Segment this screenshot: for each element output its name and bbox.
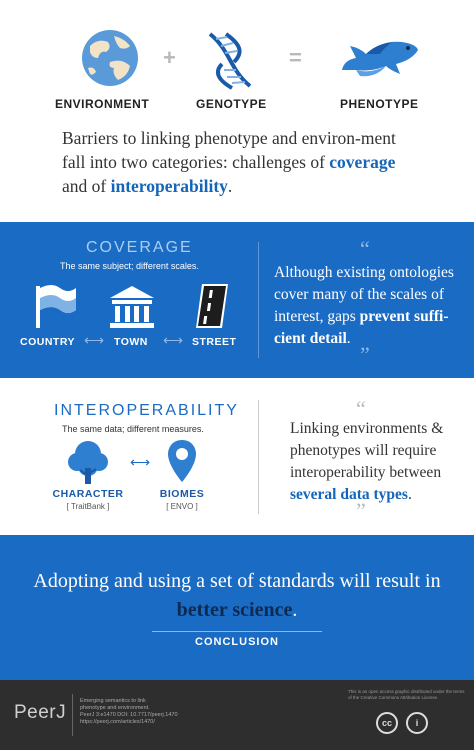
conclusion-text xyxy=(20,567,454,625)
license-text: This is an open access graphic distributed under the terms of the Creative Commons Attribution License. xyxy=(348,689,465,700)
intro-text-end: . xyxy=(227,176,233,196)
open-quote-icon: “ xyxy=(360,236,370,261)
open-quote-icon: “ xyxy=(356,396,366,421)
coverage-quote-part: Although existing ontologies cover many of the scales of interest, gaps xyxy=(274,264,454,325)
close-quote-icon: ” xyxy=(356,498,366,523)
coverage-item-street: STREET xyxy=(192,336,237,348)
arrow-icon: ⟷ xyxy=(130,454,151,470)
divider xyxy=(258,400,259,514)
interop-item-character: CHARACTER xyxy=(52,488,124,500)
arrow-icon: ⟷ xyxy=(84,332,105,348)
interop-item-biomes: BIOMES xyxy=(159,488,205,500)
attribution-icon: i xyxy=(406,712,428,734)
peerj-logo: PeerJ xyxy=(14,702,67,723)
footer-divider xyxy=(72,694,73,736)
intro-text-part: Barriers to linking phenotype and environ-ment fall into two categories: challenges of xyxy=(62,128,396,172)
citation-line: PeerJ 3:e1470 DOI: 10.7717/peerj.1470 xyxy=(80,712,178,718)
conclusion-highlight: better science xyxy=(176,599,293,621)
intro-interoperability: interoperability xyxy=(110,176,228,196)
citation-link[interactable]: https://peerj.com/articles/1470/ xyxy=(80,719,155,725)
coverage-quote-end: . xyxy=(346,330,351,347)
interoperability-section xyxy=(0,378,474,535)
environment-label: ENVIRONMENT xyxy=(55,97,150,111)
interop-item-biomes-source: [ ENVO ] xyxy=(166,502,198,511)
conclusion-section xyxy=(0,535,474,680)
cc-icon: cc xyxy=(376,712,398,734)
interop-title: INTEROPERABILITY xyxy=(54,402,239,419)
phenotype-label: PHENOTYPE xyxy=(340,97,419,111)
genotype-label: GENOTYPE xyxy=(196,97,267,111)
interop-quote xyxy=(290,418,460,506)
conclusion-text-part: Adopting and using a set of standards will result in xyxy=(33,570,441,592)
interop-item-character-source: [ TraitBank ] xyxy=(66,502,110,511)
interop-subtitle: The same data; different measures. xyxy=(62,424,204,434)
coverage-section xyxy=(0,222,474,378)
flag-icon xyxy=(30,282,78,335)
intro-coverage: coverage xyxy=(329,152,396,172)
citation-line: phenotype and environment. xyxy=(80,705,150,711)
conclusion-divider xyxy=(152,631,322,632)
footer xyxy=(0,680,474,750)
tree-icon xyxy=(66,438,110,491)
coverage-subtitle: The same subject; different scales. xyxy=(60,261,199,271)
intro-text-middle: and of xyxy=(62,176,111,196)
divider xyxy=(258,242,259,358)
coverage-item-country: COUNTRY xyxy=(20,336,76,348)
interop-quote-end: . xyxy=(407,486,412,503)
plus-sign: + xyxy=(163,45,176,70)
citation xyxy=(80,698,220,726)
location-pin-icon xyxy=(166,438,198,491)
arrow-icon: ⟷ xyxy=(163,332,184,348)
citation-line: Emerging semantics to link xyxy=(80,698,146,704)
equals-sign: = xyxy=(289,45,302,70)
coverage-title: COVERAGE xyxy=(86,239,193,256)
coverage-quote-bold: prevent suffi-cient detail xyxy=(274,308,449,347)
intro-text xyxy=(62,126,422,198)
interop-quote-part: Linking environments & phenotypes will require interoperability between xyxy=(290,420,444,481)
fish-icon xyxy=(336,30,420,90)
conclusion-text-end: . xyxy=(292,599,298,621)
interop-quote-bold: several data types xyxy=(290,486,408,503)
coverage-item-town: TOWN xyxy=(114,336,148,348)
dna-icon xyxy=(200,30,260,90)
equation-section xyxy=(0,0,474,222)
building-icon xyxy=(108,284,156,333)
street-icon xyxy=(192,282,232,335)
globe-icon xyxy=(80,28,140,88)
conclusion-label: CONCLUSION xyxy=(195,636,279,648)
close-quote-icon: ” xyxy=(360,342,370,367)
coverage-quote xyxy=(274,262,464,350)
